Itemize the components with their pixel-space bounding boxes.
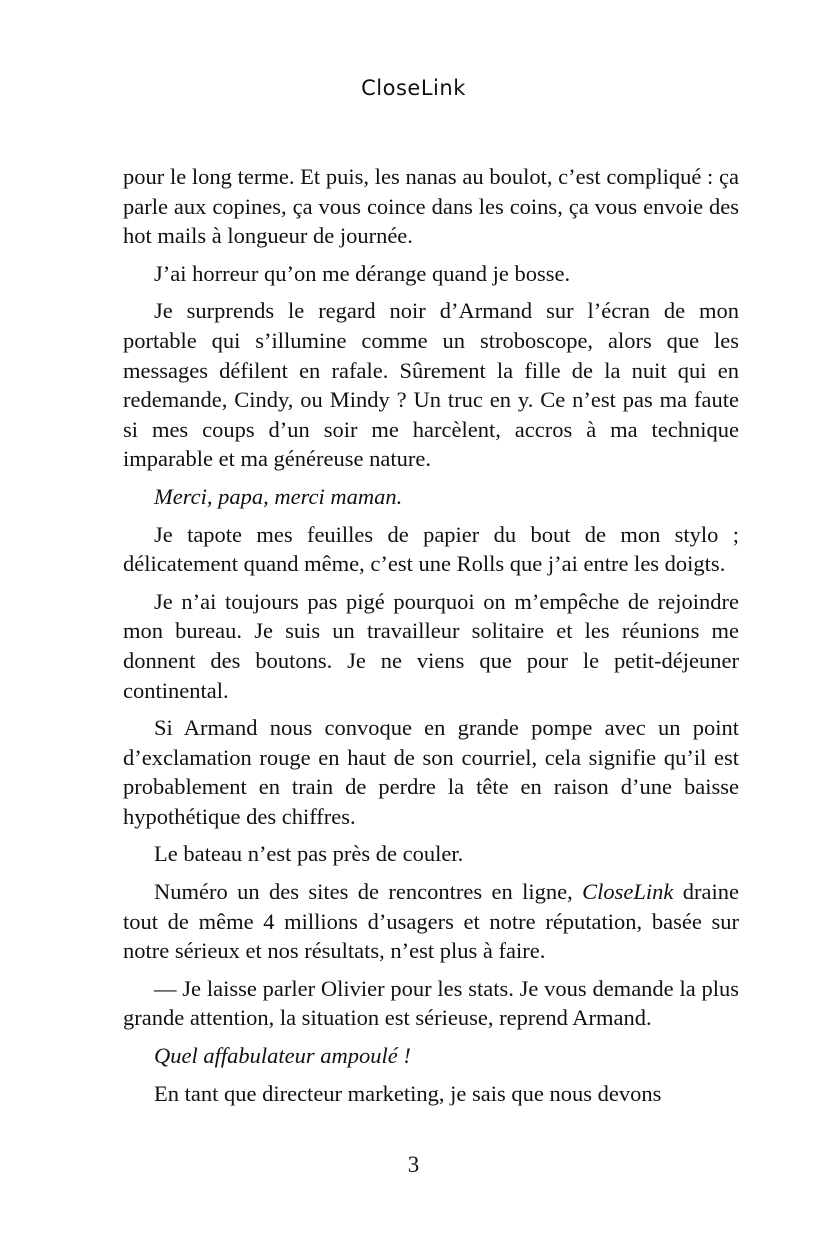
page-number: 3 (407, 1152, 420, 1177)
italic-thought: Quel affabulateur ampoulé ! (154, 1043, 411, 1069)
paragraph: En tant que directeur marketing, je sais que nous devons (154, 1080, 662, 1106)
italic-thought: Merci, papa, merci maman. (154, 483, 403, 509)
body-text (123, 162, 739, 1116)
text-run: draine tout de même 4 millions d’usagers et notre réputation, basée sur notre sérieux et nos résultats, n’est plus à faire. (123, 879, 739, 964)
text-run: Numéro un des sites de rencontres en ligne, (154, 879, 583, 905)
paragraph: Je surprends le regard noir d’Armand sur l’écran de mon portable qui s’illumine comme un stroboscope, alors que les messages défilent en rafale. Sûrement la fille de la nuit qui en redemande, Cindy, ou Mindy ? Un truc en y. Ce n’est pas ma faute si mes coups d’un soir me harcèlent, accros à ma technique imparable et ma généreuse nature. (123, 298, 739, 472)
paragraph: J’ai horreur qu’on me dérange quand je bosse. (154, 260, 571, 286)
running-head-title: CloseLink (361, 76, 466, 100)
paragraph-italic (123, 482, 739, 512)
paragraph: pour le long terme. Et puis, les nanas au boulot, c’est compliqué : ça parle aux copines, ça vous coince dans les coins, ça vous envoie des hot mails à longueur de journée. (123, 164, 739, 249)
paragraph (123, 877, 739, 966)
paragraph: Le bateau n’est pas près de couler. (154, 841, 464, 867)
paragraph: Je n’ai toujours pas pigé pourquoi on m’empêche de rejoindre mon bureau. Je suis un travailleur solitaire et les réunions me donnent des boutons. Je ne viens que pour le petit-déjeuner continental. (123, 588, 739, 703)
paragraph-italic (123, 1041, 739, 1071)
paragraph: Si Armand nous convoque en grande pompe avec un point d’exclamation rouge en haut de son courriel, cela signifie qu’il est probablement en train de perdre la tête en raison d’une baisse hypothétique des chiffres. (123, 715, 739, 829)
paragraph: Je tapote mes feuilles de papier du bout de mon stylo ; délicatement quand même, c’est une Rolls que j’ai entre les doigts. (123, 521, 739, 577)
italic-brand-name: CloseLink (582, 879, 674, 905)
dialogue-paragraph: — Je laisse parler Olivier pour les stats. Je vous demande la plus grande attention, la situation est sérieuse, reprend Armand. (123, 975, 739, 1031)
